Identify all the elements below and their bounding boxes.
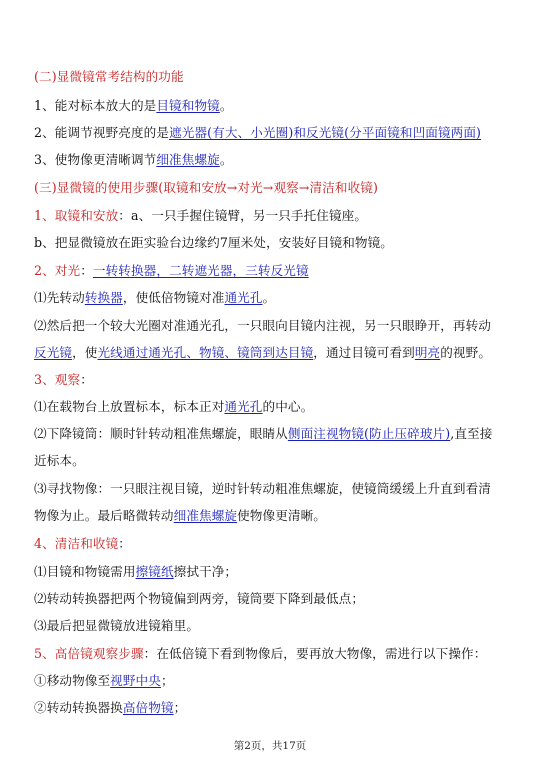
text: ⑴在载物台上放置标本，标本正对 [34,399,225,414]
step-5 [34,645,486,663]
text: ,直至接 [450,426,493,441]
step-label: 2、对光 [34,263,81,278]
step-5-h2 [34,699,186,717]
text: ⑵下降镜筒：顺时针转动粗准焦螺旋，眼睛从 [34,426,288,441]
text: 使物像更清晰。 [237,508,326,523]
paragraph-magnify [34,97,233,115]
keyword-link[interactable]: 反光镜 [34,345,73,360]
step-2-p2: ⑵然后把一个较大光圈对准通光孔，一只眼向目镜内注视，另一只眼睁开，再转动 [34,318,491,333]
text: 1、能对标本放大的是 [34,98,157,113]
text: ： [80,263,93,278]
keyword-link[interactable]: 明亮 [414,345,441,360]
step-4-c1 [34,563,237,581]
keyword-link[interactable]: 一转转换器，二转遮光器，三转反光镜 [92,263,309,278]
text: ，使低倍物镜对准 [122,290,225,305]
keyword-link[interactable]: 高倍物镜 [122,700,174,715]
section-heading-structures: (二)显微镜常考结构的功能 [34,69,184,84]
keyword-link[interactable]: 侧面注视物镜(防止压碎玻片) [287,426,451,441]
step-label: 1、取镜和安放 [34,208,119,223]
text: ②转动转换器换 [34,700,123,715]
text: ：在低倍镜下看到物像后，要再放大物像，需进行以下操作： [143,646,487,661]
text: 。 [219,98,233,113]
keyword-link[interactable]: 目镜和物镜 [156,98,220,113]
keyword-link[interactable]: 擦镜纸 [135,564,174,579]
text: 物像为止。最后略微转动 [34,508,174,523]
step-1-b: b、把显微镜放在距实验台边缘约7厘米处，安装好目镜和物镜。 [34,235,394,250]
step-3-o3: ⑶寻找物像：一只眼注视目镜，逆时针转动粗准焦螺旋，使镜筒缓缓上升直到看清 [34,481,491,496]
keyword-link[interactable]: 转换器 [84,290,123,305]
step-label: 5、高倍镜观察步骤 [34,646,144,661]
text: ： [80,372,93,387]
text: ，通过目镜可看到 [313,345,415,360]
keyword-link[interactable]: 遮光器(有大、小光圈)和反光镜(分平面镜和凹面镜两面) [169,125,482,140]
text: ： [118,536,131,551]
text: ； [173,700,187,715]
step-4 [34,535,131,553]
text: ⑴目镜和物镜需用 [34,564,136,579]
step-1 [34,207,367,225]
keyword-link[interactable]: 细准焦螺旋 [173,508,238,523]
page-number: 第2页，共17页 [233,740,307,752]
step-label: 4、清洁和收镜 [34,536,119,551]
step-label: 3、观察 [34,372,81,387]
step-4-c2: ⑵转动转换器把两个物镜偏到两旁，镜筒要下降到最低点； [34,591,365,606]
keyword-link[interactable]: 通光孔 [224,399,263,414]
text: 的视野。 [440,345,492,360]
step-3-o3-cont [34,507,326,525]
step-5-h1 [34,672,174,690]
text: 2、能调节视野亮度的是 [34,125,170,140]
paragraph-clarity [34,151,233,169]
paragraph-brightness [34,124,481,142]
step-2-p2-cont [34,344,491,362]
step-3-o2-cont: 近标本。 [34,453,85,468]
text: 的中心。 [262,399,314,414]
text: 擦拭干净； [173,564,238,579]
text: 。 [262,290,276,305]
keyword-link[interactable]: 光线通过通光孔、物镜、镜筒到达目镜 [97,345,314,360]
text: ①移动物像至 [34,673,111,688]
keyword-link[interactable]: 细准焦螺旋 [156,152,220,167]
keyword-link[interactable]: 通光孔 [224,290,263,305]
step-3 [34,371,93,389]
section-heading-steps: (三)显微镜的使用步骤(取镜和安放→对光→观察→清洁和收镜) [34,180,378,195]
keyword-link[interactable]: 视野中央 [110,673,161,688]
text: ； [160,673,174,688]
step-4-c3: ⑶最后把显微镜放进镜箱里。 [34,618,200,633]
step-2 [34,262,309,280]
text: ：a、一只手握住镜臂，另一只手托住镜座。 [118,208,368,223]
step-3-o2 [34,425,492,443]
text: ⑴先转动 [34,290,85,305]
text: 3、使物像更清晰调节 [34,152,157,167]
text: ，使 [72,345,98,360]
step-3-o1 [34,398,313,416]
step-2-p1 [34,289,275,307]
text: 。 [219,152,233,167]
